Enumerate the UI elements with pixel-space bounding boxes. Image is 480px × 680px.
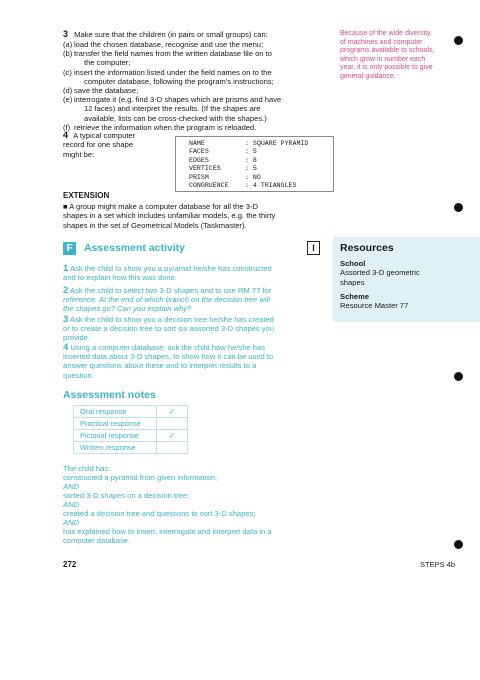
assessment-text: reference. At the end of which branch on the decision tree will	[63, 295, 270, 305]
level-badge: I	[307, 241, 320, 255]
record-box	[175, 136, 334, 192]
footer-label: STEPS 4b	[420, 560, 456, 569]
assessment-item	[63, 286, 338, 314]
item-label: (c)	[63, 67, 72, 77]
item-label: (d)	[63, 86, 73, 95]
sidebar-note-line: which grow in number each	[340, 55, 426, 63]
notes-title: Assessment notes	[63, 389, 156, 401]
assessment-text: Ask the child to show you a pyramid he/she has constructed	[70, 264, 272, 273]
notes-table	[73, 405, 188, 454]
assessment-line	[63, 361, 338, 370]
field-name: NAME	[189, 140, 205, 147]
sidebar-note-line: programs available to schools,	[340, 47, 435, 55]
item-line: retrieve the information when the program is reloaded.	[74, 122, 257, 132]
assessment-text: question.	[63, 370, 94, 380]
assessment-line	[63, 304, 338, 313]
child-criterion: sorted 3-D shapes on a decision tree;	[63, 491, 190, 500]
check-mark	[157, 442, 188, 454]
assessment-text: the shapes go? Can you explain why?	[63, 304, 192, 314]
field-name: FACES	[189, 148, 209, 156]
item-text	[74, 68, 274, 86]
sidebar-note-line: Because of the wide diversity	[340, 30, 431, 37]
assessment-line	[63, 371, 338, 380]
extension-text: ■ A group might make a computer database for all the 3-D shapes in a set which includes unfamiliar models, e.g. the thirty shapes in the set of Geometrical Models (Taskmaster).	[63, 202, 276, 230]
sidebar-note-line: of machines and computer	[340, 38, 423, 46]
response-type: Pictorial response	[74, 430, 157, 442]
assessment-line	[63, 343, 338, 352]
record-field	[189, 182, 308, 190]
response-type: Practical response	[74, 418, 157, 430]
item-number: 2	[63, 285, 69, 296]
field-value: : 8	[245, 156, 257, 164]
resources-title: Resources	[340, 242, 394, 254]
assessment-line	[63, 315, 338, 324]
and-connector: AND	[63, 518, 80, 527]
check-mark: ✓	[157, 406, 188, 418]
item-text	[74, 95, 281, 123]
item-line: computer database, following the program's instructions;	[84, 76, 274, 86]
item-label: (e)	[63, 95, 73, 105]
notes-row	[74, 442, 188, 454]
child-summary	[63, 464, 353, 545]
assessment-text: Ask the child to show you a decision tree he/she has created	[70, 315, 274, 324]
record-field	[189, 148, 308, 156]
item-line: the computer;	[84, 58, 131, 68]
child-criterion: created a decision tree and questions to sort 3-D shapes;	[63, 509, 256, 518]
resources-school: School Assorted 3-D geometric shapes	[340, 259, 420, 287]
and-connector: AND	[63, 500, 80, 509]
assessment-line	[63, 264, 338, 273]
item-line: available, lists can be cross-checked with the shapes.)	[84, 113, 267, 123]
and-connector: AND	[63, 482, 80, 491]
item-line: transfer the field names from the written database file on to	[74, 49, 272, 59]
assessment-line	[63, 333, 338, 342]
field-value: : 4 TRIANGLES	[245, 182, 297, 190]
item-text	[74, 40, 263, 49]
field-value: : SQUARE PYRAMID	[245, 140, 309, 147]
sidebar-note-line: year, it is only possible to give	[340, 64, 433, 72]
child-criterion: constructed a pyramid from given information;	[63, 473, 218, 482]
check-mark: ✓	[157, 430, 188, 442]
item-line: insert the information listed under the field names on to the	[74, 67, 272, 77]
record-field	[189, 157, 308, 165]
notes-row	[74, 406, 188, 418]
binder-hole	[454, 372, 463, 381]
assessment-text: Ask the child to select two 3-D shapes and to use RM 77 for	[70, 286, 272, 295]
field-value: : NO	[245, 173, 261, 181]
response-type: Oral response	[74, 406, 157, 418]
binder-hole	[454, 540, 463, 549]
notes-row	[74, 418, 188, 430]
resources-scheme: Scheme Resource Master 77	[340, 292, 409, 311]
assessment-text: and to explain how this was done.	[63, 273, 177, 283]
notes-row	[74, 430, 188, 442]
field-name: CONGRUENCE	[189, 182, 229, 190]
item-text	[74, 86, 138, 95]
item-number: 1	[63, 263, 69, 274]
record-field	[189, 174, 308, 182]
field-name: VERTICES	[189, 165, 221, 173]
item-number: 4	[63, 342, 69, 353]
item-line: 12 faces) and interpret the results. (If the shapes are	[84, 104, 261, 114]
child-criterion: has explained how to insert, interrogate and interpret data in a	[63, 527, 272, 536]
assessment-text: or to create a decision tree to sort six assorted 3-D shapes you	[63, 324, 275, 334]
item-number: 3	[63, 314, 69, 325]
assessment-item	[63, 315, 338, 343]
extension-heading: EXTENSION	[63, 191, 110, 200]
record-field	[189, 165, 308, 173]
item-line: interrogate it (e.g. find 3-D shapes which are prisms and have	[74, 95, 282, 105]
assessment-text: provide.	[63, 333, 91, 343]
assessment-line	[63, 324, 338, 333]
intro-heading: 3 Make sure that the children (in pairs or small groups) can:	[63, 29, 268, 39]
item-label: (b)	[63, 49, 73, 59]
page-number: 272	[63, 560, 77, 569]
item-text	[74, 49, 272, 67]
field-name: PRISM	[189, 173, 209, 181]
item-label: (f)	[63, 122, 71, 132]
assessment-text: Using a computer database, ask the child how he/she has	[70, 343, 266, 352]
child-intro: The child has:	[63, 464, 111, 473]
item-line: save the database;	[74, 86, 139, 95]
assessment-title: Assessment activity	[84, 242, 185, 254]
child-criterion: computer database.	[63, 536, 131, 545]
item-label: (a)	[63, 40, 73, 49]
assessment-line	[63, 352, 338, 361]
item-line: load the chosen database, recognise and use the menu;	[74, 40, 264, 49]
assessment-item	[63, 343, 338, 380]
check-mark	[157, 418, 188, 430]
assessment-text: answer questions about these and to interpret results to a	[63, 361, 257, 371]
field-name: EDGES	[189, 156, 209, 164]
binder-hole	[454, 36, 463, 45]
assessment-badge: F	[63, 242, 76, 255]
sidebar-note-line: general guidance.	[340, 72, 396, 80]
record-field	[189, 140, 308, 148]
assessment-line	[63, 273, 338, 282]
record-intro: 4 A typical computer record for one shape might be:	[63, 130, 136, 159]
assessment-line	[63, 295, 338, 304]
assessment-line	[63, 286, 338, 295]
field-value: : 5	[245, 148, 257, 156]
response-type: Written response	[74, 442, 157, 454]
binder-hole	[454, 203, 463, 212]
assessment-text: inserted data about 3-D shapes, to show how it can be used to	[63, 352, 274, 362]
assessment-item	[63, 264, 338, 282]
field-value: : 5	[245, 165, 257, 173]
